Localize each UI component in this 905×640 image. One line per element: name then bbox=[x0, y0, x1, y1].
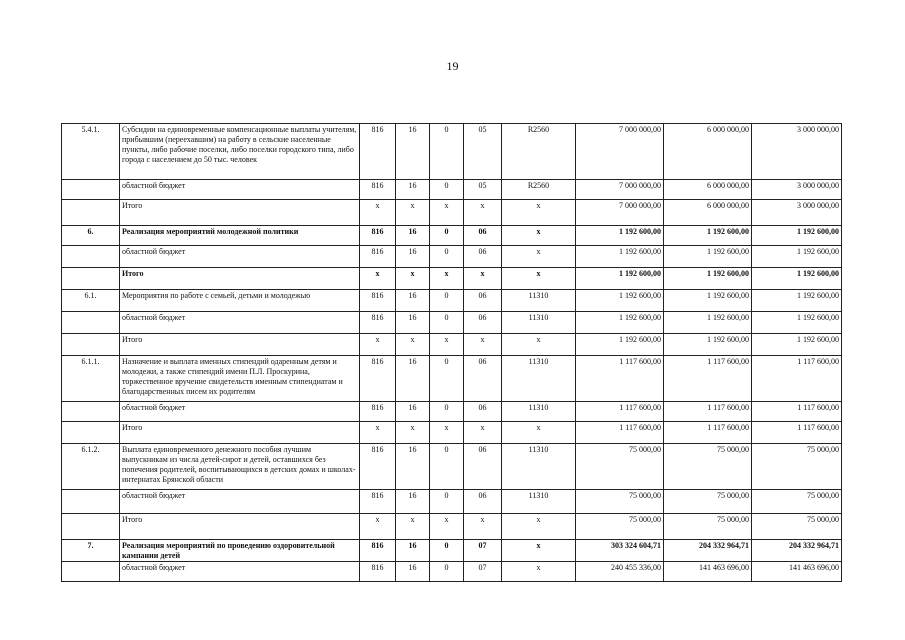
code-cell: х bbox=[396, 268, 430, 290]
row-name: областной бюджет bbox=[120, 312, 360, 334]
row-name: Реализация мероприятий молодежной политики bbox=[120, 226, 360, 246]
row-name: областной бюджет bbox=[120, 402, 360, 422]
amount-cell: 1 117 600,00 bbox=[752, 356, 842, 402]
amount-cell: 6 000 000,00 bbox=[664, 200, 752, 226]
code-cell: х bbox=[396, 334, 430, 356]
amount-cell: 75 000,00 bbox=[664, 514, 752, 540]
code-cell: 0 bbox=[430, 290, 464, 312]
code-cell: 0 bbox=[430, 356, 464, 402]
code-cell: 816 bbox=[360, 490, 396, 514]
row-number: 5.4.1. bbox=[62, 124, 120, 180]
amount-cell: 1 192 600,00 bbox=[664, 268, 752, 290]
table-row bbox=[62, 268, 842, 290]
table-row bbox=[62, 514, 842, 540]
amount-cell: 1 192 600,00 bbox=[752, 290, 842, 312]
amount-cell: 1 117 600,00 bbox=[576, 422, 664, 444]
code-cell: х bbox=[360, 422, 396, 444]
code-cell: 16 bbox=[396, 562, 430, 582]
code-cell: х bbox=[360, 514, 396, 540]
amount-cell: 3 000 000,00 bbox=[752, 124, 842, 180]
code-cell: 16 bbox=[396, 402, 430, 422]
table-row bbox=[62, 562, 842, 582]
amount-cell: 1 192 600,00 bbox=[576, 268, 664, 290]
code-cell: 816 bbox=[360, 246, 396, 268]
code-cell: 06 bbox=[464, 290, 502, 312]
amount-cell: 1 192 600,00 bbox=[576, 334, 664, 356]
row-name: областной бюджет bbox=[120, 180, 360, 200]
amount-cell: 75 000,00 bbox=[664, 490, 752, 514]
code-cell: х bbox=[430, 334, 464, 356]
code-cell: х bbox=[502, 422, 576, 444]
amount-cell: 303 324 604,71 bbox=[576, 540, 664, 562]
code-cell: 816 bbox=[360, 444, 396, 490]
amount-cell: 1 192 600,00 bbox=[664, 290, 752, 312]
amount-cell: 1 192 600,00 bbox=[752, 246, 842, 268]
code-cell: х bbox=[396, 514, 430, 540]
amount-cell: 75 000,00 bbox=[752, 444, 842, 490]
code-cell: 816 bbox=[360, 290, 396, 312]
amount-cell: 7 000 000,00 bbox=[576, 200, 664, 226]
code-cell: х bbox=[502, 268, 576, 290]
amount-cell: 75 000,00 bbox=[576, 514, 664, 540]
code-cell: 06 bbox=[464, 444, 502, 490]
amount-cell: 141 463 696,00 bbox=[752, 562, 842, 582]
row-name: Субсидии на единовременные компенсационные выплаты учителям, прибывшим (переехавшим) на работу в сельские населенные пункты, либо рабочие поселки, либо поселки городского типа, либо города с населением до 50 тыс. человек bbox=[120, 124, 360, 180]
code-cell: 07 bbox=[464, 562, 502, 582]
code-cell: х bbox=[430, 514, 464, 540]
amount-cell: 1 192 600,00 bbox=[752, 226, 842, 246]
row-name: Итого bbox=[120, 514, 360, 540]
code-cell: 16 bbox=[396, 540, 430, 562]
code-cell: 16 bbox=[396, 312, 430, 334]
row-name: Итого bbox=[120, 422, 360, 444]
amount-cell: 141 463 696,00 bbox=[664, 562, 752, 582]
row-name: областной бюджет bbox=[120, 490, 360, 514]
row-name: Итого bbox=[120, 334, 360, 356]
table-row bbox=[62, 180, 842, 200]
code-cell: 06 bbox=[464, 226, 502, 246]
row-name: Итого bbox=[120, 200, 360, 226]
amount-cell: 1 117 600,00 bbox=[664, 356, 752, 402]
amount-cell: 75 000,00 bbox=[752, 490, 842, 514]
code-cell: 0 bbox=[430, 226, 464, 246]
table-row bbox=[62, 226, 842, 246]
amount-cell: 1 192 600,00 bbox=[664, 334, 752, 356]
amount-cell: 75 000,00 bbox=[576, 490, 664, 514]
table-row bbox=[62, 422, 842, 444]
code-cell: 816 bbox=[360, 226, 396, 246]
table-row bbox=[62, 334, 842, 356]
code-cell: 16 bbox=[396, 356, 430, 402]
code-cell: х bbox=[502, 334, 576, 356]
code-cell: 11310 bbox=[502, 490, 576, 514]
table-row bbox=[62, 246, 842, 268]
amount-cell: 1 192 600,00 bbox=[664, 312, 752, 334]
code-cell: 816 bbox=[360, 540, 396, 562]
code-cell: х bbox=[502, 540, 576, 562]
code-cell: 816 bbox=[360, 562, 396, 582]
table-row bbox=[62, 490, 842, 514]
amount-cell: 6 000 000,00 bbox=[664, 124, 752, 180]
code-cell: 0 bbox=[430, 540, 464, 562]
code-cell: 0 bbox=[430, 180, 464, 200]
row-number: 6.1. bbox=[62, 290, 120, 312]
amount-cell: 1 192 600,00 bbox=[752, 312, 842, 334]
row-name: Итого bbox=[120, 268, 360, 290]
code-cell: х bbox=[464, 514, 502, 540]
amount-cell: 204 332 964,71 bbox=[752, 540, 842, 562]
code-cell: 11310 bbox=[502, 444, 576, 490]
amount-cell: 6 000 000,00 bbox=[664, 180, 752, 200]
table-row bbox=[62, 200, 842, 226]
code-cell: 16 bbox=[396, 124, 430, 180]
table-row bbox=[62, 402, 842, 422]
code-cell: R2560 bbox=[502, 124, 576, 180]
code-cell: 07 bbox=[464, 540, 502, 562]
code-cell: 816 bbox=[360, 124, 396, 180]
code-cell: 0 bbox=[430, 312, 464, 334]
code-cell: х bbox=[502, 514, 576, 540]
amount-cell: 75 000,00 bbox=[664, 444, 752, 490]
code-cell: 0 bbox=[430, 124, 464, 180]
amount-cell: 240 455 336,00 bbox=[576, 562, 664, 582]
code-cell: х bbox=[360, 200, 396, 226]
amount-cell: 204 332 964,71 bbox=[664, 540, 752, 562]
amount-cell: 3 000 000,00 bbox=[752, 180, 842, 200]
amount-cell: 1 192 600,00 bbox=[576, 246, 664, 268]
code-cell: х bbox=[502, 562, 576, 582]
code-cell: 06 bbox=[464, 312, 502, 334]
row-name: областной бюджет bbox=[120, 246, 360, 268]
amount-cell: 3 000 000,00 bbox=[752, 200, 842, 226]
table-row bbox=[62, 540, 842, 562]
code-cell: 16 bbox=[396, 490, 430, 514]
code-cell: х bbox=[360, 334, 396, 356]
row-number: 7. bbox=[62, 540, 120, 562]
code-cell: 0 bbox=[430, 402, 464, 422]
amount-cell: 7 000 000,00 bbox=[576, 124, 664, 180]
code-cell: 816 bbox=[360, 356, 396, 402]
code-cell: 11310 bbox=[502, 290, 576, 312]
code-cell: 16 bbox=[396, 180, 430, 200]
amount-cell: 1 117 600,00 bbox=[576, 356, 664, 402]
code-cell: х bbox=[502, 246, 576, 268]
code-cell: 16 bbox=[396, 246, 430, 268]
page-number: 19 bbox=[446, 59, 459, 73]
amount-cell: 1 117 600,00 bbox=[664, 422, 752, 444]
code-cell: 11310 bbox=[502, 402, 576, 422]
code-cell: х bbox=[396, 200, 430, 226]
budget-table bbox=[61, 123, 842, 582]
code-cell: х bbox=[464, 200, 502, 226]
code-cell: 05 bbox=[464, 180, 502, 200]
code-cell: х bbox=[430, 268, 464, 290]
code-cell: х bbox=[502, 226, 576, 246]
amount-cell: 1 117 600,00 bbox=[664, 402, 752, 422]
amount-cell: 1 192 600,00 bbox=[752, 334, 842, 356]
amount-cell: 1 117 600,00 bbox=[752, 422, 842, 444]
code-cell: 11310 bbox=[502, 356, 576, 402]
code-cell: 0 bbox=[430, 562, 464, 582]
row-name: областной бюджет bbox=[120, 562, 360, 582]
code-cell: 06 bbox=[464, 246, 502, 268]
row-name: Выплата единовременного денежного пособия лучшим выпускникам из числа детей-сирот и детей, оставшихся без попечения родителей, воспитывающихся в детских домах и школах-интернатах Брянской области bbox=[120, 444, 360, 490]
amount-cell: 1 117 600,00 bbox=[576, 402, 664, 422]
row-name: Реализация мероприятий по проведению оздоровительной кампании детей bbox=[120, 540, 360, 562]
table-row bbox=[62, 312, 842, 334]
code-cell: 816 bbox=[360, 180, 396, 200]
code-cell: х bbox=[502, 200, 576, 226]
amount-cell: 1 192 600,00 bbox=[664, 246, 752, 268]
code-cell: 06 bbox=[464, 490, 502, 514]
amount-cell: 1 192 600,00 bbox=[576, 312, 664, 334]
table-row bbox=[62, 356, 842, 402]
code-cell: х bbox=[464, 334, 502, 356]
row-number: 6.1.2. bbox=[62, 444, 120, 490]
code-cell: 06 bbox=[464, 356, 502, 402]
code-cell: 16 bbox=[396, 290, 430, 312]
code-cell: 816 bbox=[360, 402, 396, 422]
code-cell: 06 bbox=[464, 402, 502, 422]
amount-cell: 1 192 600,00 bbox=[752, 268, 842, 290]
row-number: 6. bbox=[62, 226, 120, 246]
code-cell: 16 bbox=[396, 226, 430, 246]
code-cell: х bbox=[360, 268, 396, 290]
code-cell: 0 bbox=[430, 444, 464, 490]
row-name: Назначение и выплата именных стипендий одаренным детям и молодежи, а также стипендий имени П.Л. Проскурина, торжественное вручение свидетельств именным стипендиатам и благодарственных писем их родителям bbox=[120, 356, 360, 402]
amount-cell: 75 000,00 bbox=[576, 444, 664, 490]
amount-cell: 75 000,00 bbox=[752, 514, 842, 540]
code-cell: х bbox=[430, 422, 464, 444]
amount-cell: 1 192 600,00 bbox=[576, 226, 664, 246]
row-name: Мероприятия по работе с семьей, детьми и молодежью bbox=[120, 290, 360, 312]
code-cell: 0 bbox=[430, 490, 464, 514]
amount-cell: 7 000 000,00 bbox=[576, 180, 664, 200]
amount-cell: 1 117 600,00 bbox=[752, 402, 842, 422]
code-cell: 05 bbox=[464, 124, 502, 180]
code-cell: 16 bbox=[396, 444, 430, 490]
code-cell: х bbox=[464, 422, 502, 444]
row-number: 6.1.1. bbox=[62, 356, 120, 402]
code-cell: 0 bbox=[430, 246, 464, 268]
table-row bbox=[62, 290, 842, 312]
table-row bbox=[62, 124, 842, 180]
code-cell: х bbox=[396, 422, 430, 444]
code-cell: х bbox=[430, 200, 464, 226]
amount-cell: 1 192 600,00 bbox=[576, 290, 664, 312]
code-cell: R2560 bbox=[502, 180, 576, 200]
code-cell: 816 bbox=[360, 312, 396, 334]
table-row bbox=[62, 444, 842, 490]
code-cell: 11310 bbox=[502, 312, 576, 334]
amount-cell: 1 192 600,00 bbox=[664, 226, 752, 246]
code-cell: х bbox=[464, 268, 502, 290]
